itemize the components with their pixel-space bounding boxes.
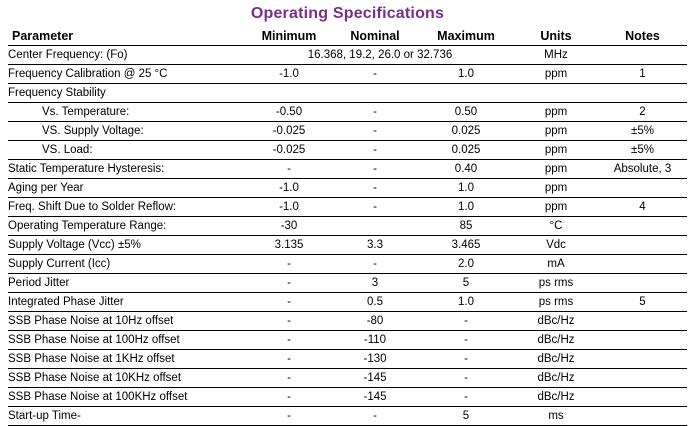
cell-minimum: 3.135: [246, 236, 332, 255]
table-row: [8, 350, 687, 369]
table-header: [8, 27, 687, 46]
cell-units: ppm: [514, 179, 598, 198]
cell-units: mA: [514, 255, 598, 274]
cell-maximum: 1.0: [418, 65, 514, 84]
cell-minimum: -1.0: [246, 198, 332, 217]
cell-minimum: -: [246, 388, 332, 407]
cell-minimum: -0.025: [246, 141, 332, 160]
cell-notes: [598, 388, 687, 407]
column-header-notes: Notes: [598, 27, 687, 46]
cell-maximum: 0.025: [418, 141, 514, 160]
cell-units: Vdc: [514, 236, 598, 255]
cell-parameter: Integrated Phase Jitter: [8, 293, 246, 312]
cell-maximum: 0.50: [418, 103, 514, 122]
cell-notes: [598, 350, 687, 369]
cell-units: ppm: [514, 103, 598, 122]
table-row: [8, 331, 687, 350]
cell-notes: 5: [598, 293, 687, 312]
cell-notes: 2: [598, 103, 687, 122]
cell-nominal: 0.5: [332, 293, 418, 312]
cell-notes: [598, 84, 687, 103]
column-header-parameter: Parameter: [8, 27, 246, 46]
table-row: [8, 84, 687, 103]
cell-notes: [598, 369, 687, 388]
cell-units: ps rms: [514, 293, 598, 312]
column-header-minimum: Minimum: [246, 27, 332, 46]
cell-units: ppm: [514, 65, 598, 84]
cell-minimum: -: [246, 312, 332, 331]
cell-nominal: -145: [332, 369, 418, 388]
cell-notes: [598, 255, 687, 274]
cell-notes: ±5%: [598, 122, 687, 141]
cell-notes: ±5%: [598, 141, 687, 160]
cell-nominal: -: [332, 103, 418, 122]
cell-minimum: -: [246, 160, 332, 179]
cell-units: MHz: [514, 46, 598, 65]
operating-specifications-table: [8, 27, 687, 426]
cell-notes: [598, 217, 687, 236]
cell-parameter: SSB Phase Noise at 10KHz offset: [8, 369, 246, 388]
table-row: [8, 103, 687, 122]
cell-notes: [598, 274, 687, 293]
cell-nominal: 3.3: [332, 236, 418, 255]
cell-nominal: -80: [332, 312, 418, 331]
cell-units: ppm: [514, 198, 598, 217]
cell-units: ppm: [514, 160, 598, 179]
cell-parameter: Center Frequency: (Fo): [8, 46, 246, 65]
cell-merged-values: 16.368, 19.2, 26.0 or 32.736: [246, 46, 514, 65]
cell-units: dBc/Hz: [514, 331, 598, 350]
cell-minimum: -: [246, 293, 332, 312]
cell-maximum: 1.0: [418, 179, 514, 198]
cell-parameter: SSB Phase Noise at 100Hz offset: [8, 331, 246, 350]
cell-notes: [598, 179, 687, 198]
cell-units: dBc/Hz: [514, 312, 598, 331]
table-row: [8, 160, 687, 179]
table-body: [8, 46, 687, 426]
cell-parameter: Supply Voltage (Vcc) ±5%: [8, 236, 246, 255]
cell-notes: Absolute, 3: [598, 160, 687, 179]
cell-parameter: VS. Load:: [8, 141, 246, 160]
cell-notes: [598, 407, 687, 426]
table-header-row: [8, 27, 687, 46]
cell-parameter: SSB Phase Noise at 100KHz offset: [8, 388, 246, 407]
cell-units: ps rms: [514, 274, 598, 293]
cell-nominal: [332, 217, 418, 236]
cell-nominal: -: [332, 255, 418, 274]
cell-minimum: -: [246, 274, 332, 293]
cell-nominal: -: [332, 122, 418, 141]
table-row: [8, 274, 687, 293]
cell-nominal: -: [332, 141, 418, 160]
table-row: [8, 217, 687, 236]
cell-units: ppm: [514, 141, 598, 160]
cell-nominal: -: [332, 407, 418, 426]
table-row: [8, 388, 687, 407]
cell-nominal: -130: [332, 350, 418, 369]
cell-maximum: -: [418, 331, 514, 350]
table-row: [8, 236, 687, 255]
cell-maximum: 0.025: [418, 122, 514, 141]
cell-maximum: 0.40: [418, 160, 514, 179]
table-row: [8, 46, 687, 65]
cell-parameter: Start-up Time-: [8, 407, 246, 426]
cell-units: dBc/Hz: [514, 369, 598, 388]
table-row: [8, 179, 687, 198]
cell-minimum: -0.50: [246, 103, 332, 122]
table-row: [8, 255, 687, 274]
cell-maximum: -: [418, 388, 514, 407]
cell-units: dBc/Hz: [514, 388, 598, 407]
cell-parameter: Operating Temperature Range:: [8, 217, 246, 236]
cell-minimum: -: [246, 369, 332, 388]
table-row: [8, 312, 687, 331]
cell-minimum: -30: [246, 217, 332, 236]
cell-maximum: 2.0: [418, 255, 514, 274]
cell-parameter: Frequency Stability: [8, 84, 246, 103]
cell-notes: [598, 312, 687, 331]
cell-minimum: -: [246, 255, 332, 274]
cell-nominal: 3: [332, 274, 418, 293]
cell-parameter: Aging per Year: [8, 179, 246, 198]
cell-nominal: -110: [332, 331, 418, 350]
cell-maximum: 1.0: [418, 198, 514, 217]
column-header-nominal: Nominal: [332, 27, 418, 46]
cell-parameter: Frequency Calibration @ 25 °C: [8, 65, 246, 84]
cell-minimum: -: [246, 350, 332, 369]
cell-nominal: -145: [332, 388, 418, 407]
cell-units: °C: [514, 217, 598, 236]
cell-maximum: -: [418, 312, 514, 331]
page-title: Operating Specifications: [250, 5, 445, 22]
table-row: [8, 141, 687, 160]
cell-parameter: SSB Phase Noise at 10Hz offset: [8, 312, 246, 331]
cell-maximum: 5: [418, 407, 514, 426]
cell-maximum: -: [418, 350, 514, 369]
cell-notes: [598, 236, 687, 255]
table-row: [8, 122, 687, 141]
cell-parameter: Period Jitter: [8, 274, 246, 293]
cell-parameter: Vs. Temperature:: [8, 103, 246, 122]
cell-maximum: -: [418, 369, 514, 388]
cell-units: dBc/Hz: [514, 350, 598, 369]
cell-notes: [598, 46, 687, 65]
table-row: [8, 65, 687, 84]
cell-nominal: [332, 84, 418, 103]
cell-notes: [598, 331, 687, 350]
cell-minimum: -0.025: [246, 122, 332, 141]
cell-minimum: -: [246, 407, 332, 426]
cell-maximum: 5: [418, 274, 514, 293]
cell-minimum: -: [246, 331, 332, 350]
cell-nominal: -: [332, 65, 418, 84]
cell-nominal: -: [332, 160, 418, 179]
cell-minimum: [246, 84, 332, 103]
cell-minimum: -1.0: [246, 179, 332, 198]
column-header-units: Units: [514, 27, 598, 46]
table-row: [8, 407, 687, 426]
cell-notes: 1: [598, 65, 687, 84]
cell-maximum: [418, 84, 514, 103]
table-row: [8, 198, 687, 217]
cell-maximum: 3.465: [418, 236, 514, 255]
cell-parameter: Static Temperature Hysteresis:: [8, 160, 246, 179]
cell-units: ms: [514, 407, 598, 426]
cell-parameter: VS. Supply Voltage:: [8, 122, 246, 141]
cell-maximum: 85: [418, 217, 514, 236]
cell-parameter: Freq. Shift Due to Solder Reflow:: [8, 198, 246, 217]
cell-minimum: -1.0: [246, 65, 332, 84]
cell-parameter: SSB Phase Noise at 1KHz offset: [8, 350, 246, 369]
cell-units: [514, 84, 598, 103]
column-header-maximum: Maximum: [418, 27, 514, 46]
cell-maximum: 1.0: [418, 293, 514, 312]
table-row: [8, 369, 687, 388]
cell-notes: 4: [598, 198, 687, 217]
table-row: [8, 293, 687, 312]
cell-parameter: Supply Current (Icc): [8, 255, 246, 274]
cell-nominal: -: [332, 179, 418, 198]
cell-units: ppm: [514, 122, 598, 141]
cell-nominal: -: [332, 198, 418, 217]
